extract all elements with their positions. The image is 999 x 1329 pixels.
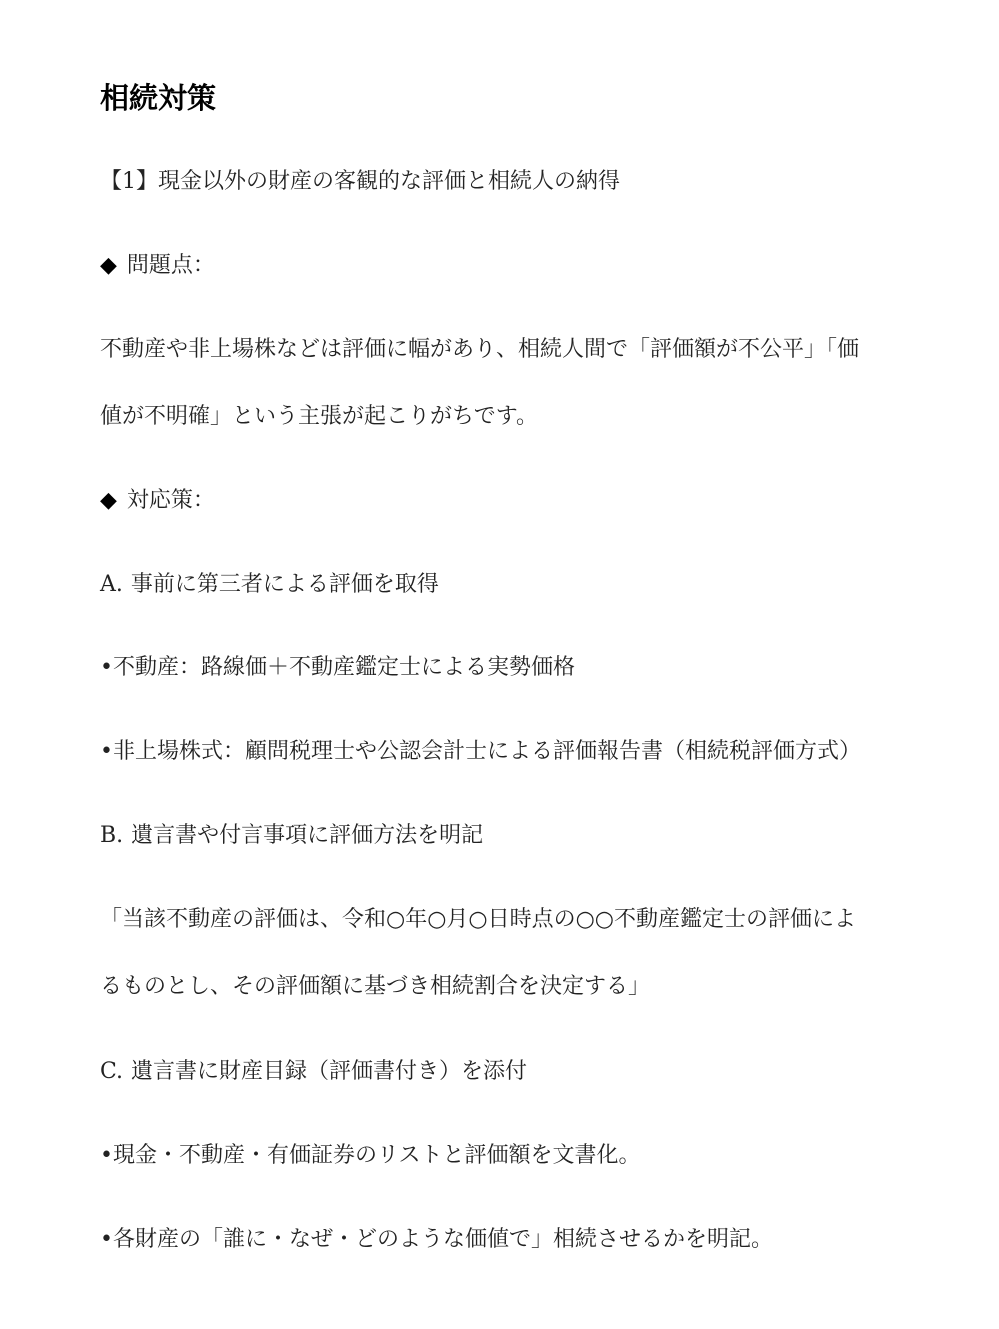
item-c-heading [100, 1056, 527, 1088]
problem-label: 問題点： [126, 253, 215, 278]
list-item: •不動産：路線価＋不動産鑑定士による実勢価格 [100, 655, 575, 680]
quote-line-2: るものとし、その評価額に基づき相続割合を決定する」 [100, 974, 651, 999]
document-page [100, 0, 920, 1329]
problem-text-line-2: 値が不明確」という主張が起こりがちです。 [100, 404, 539, 429]
item-a-heading [100, 569, 439, 601]
problem-heading [100, 250, 215, 282]
diamond-bullet-icon: ◆ [100, 253, 117, 278]
item-c-text: 遺言書に財産目録（評価書付き）を添付 [131, 1059, 528, 1084]
countermeasure-label: 対応策： [126, 488, 215, 513]
page-title: 相続対策 [100, 81, 217, 115]
item-c-prefix: C. [100, 1059, 124, 1084]
diamond-bullet-icon: ◆ [100, 488, 117, 513]
list-item: •各財産の「誰に・なぜ・どのような価値で」相続させるかを明記。 [100, 1227, 773, 1252]
item-a-text: 事前に第三者による評価を取得 [130, 572, 439, 597]
item-a-prefix: A. [100, 572, 123, 597]
problem-text-line-1: 不動産や非上場株などは評価に幅があり、相続人間で「評価額が不公平」「価 [100, 337, 860, 362]
section-heading: 【1】現金以外の財産の客観的な評価と相続人の納得 [100, 169, 620, 194]
countermeasure-heading [100, 485, 215, 517]
item-b-prefix: B. [100, 823, 124, 848]
quote-line-1: 「当該不動産の評価は、令和○年○月○日時点の○○不動産鑑定士の評価によ [100, 907, 856, 932]
list-item: •非上場株式：顧問税理士や公認会計士による評価報告書（相続税評価方式） [100, 739, 861, 764]
list-item: •現金・不動産・有価証券のリストと評価額を文書化。 [100, 1143, 641, 1168]
item-b-text: 遺言書や付言事項に評価方法を明記 [131, 823, 484, 848]
item-b-heading [100, 820, 483, 852]
